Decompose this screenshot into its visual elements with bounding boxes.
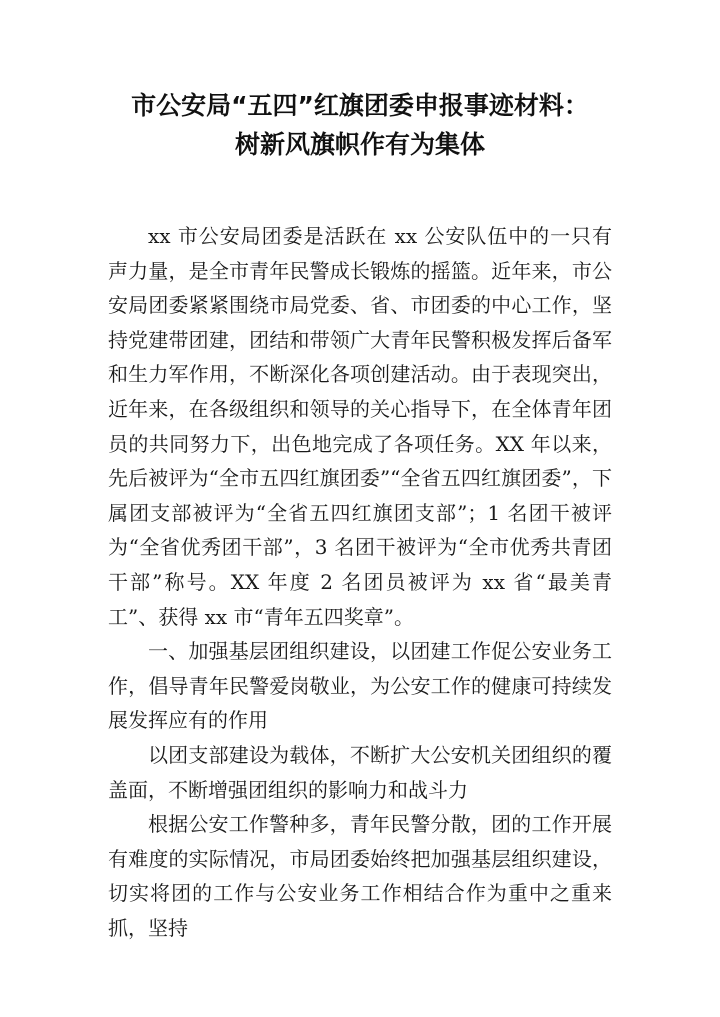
- paragraph-section-heading: 一、加强基层团组织建设，以团建工作促公安业务工作，倡导青年民警爱岗敬业，为公安工作的健康可持续发展发挥应有的作用: [108, 639, 612, 733]
- document-title-line-1: 市公安局“五四”红旗团委申报事迹材料：: [131, 91, 589, 120]
- paragraph-intro: xx 市公安局团委是活跃在 xx 公安队伍中的一只有声力量，是全市青年民警成长锻炼的摇篮。近年来，市公安局团委紧紧围绕市局党委、省、市团委的中心工作，坚持党建带团建，团结和带领广大青年民警积极发挥后备军和生力军作用，不断深化各项创建活动。由于表现突出，近年来，在各级组织和领导的关心指导下，在全体青年团员的共同努力下，出色地完成了各项任务。XX 年以来，先后被评为“全市五四红旗团委”“全省五四红旗团委”，下属团支部被评为“全省五四红旗团支部”；1 名团干被评为“全省优秀团干部”，3 名团干被评为“全市优秀共青团干部”称号。XX 年度 2 名团员被评为 xx 省“最美青工”、获得 xx 市“青年五四奖章”。: [108, 224, 612, 629]
- document-title-line-2: 树新风旗帜作有为集体: [234, 130, 485, 159]
- paragraph-body: 根据公安工作警种多，青年民警分散，团的工作开展有难度的实际情况，市局团委始终把加强基层组织建设，切实将团的工作与公安业务工作相结合作为重中之重来抓，坚持: [108, 812, 612, 940]
- document-body: [108, 219, 612, 945]
- paragraph-subheading: 以团支部建设为载体，不断扩大公安机关团组织的覆盖面，不断增强团组织的影响力和战斗力: [108, 742, 612, 802]
